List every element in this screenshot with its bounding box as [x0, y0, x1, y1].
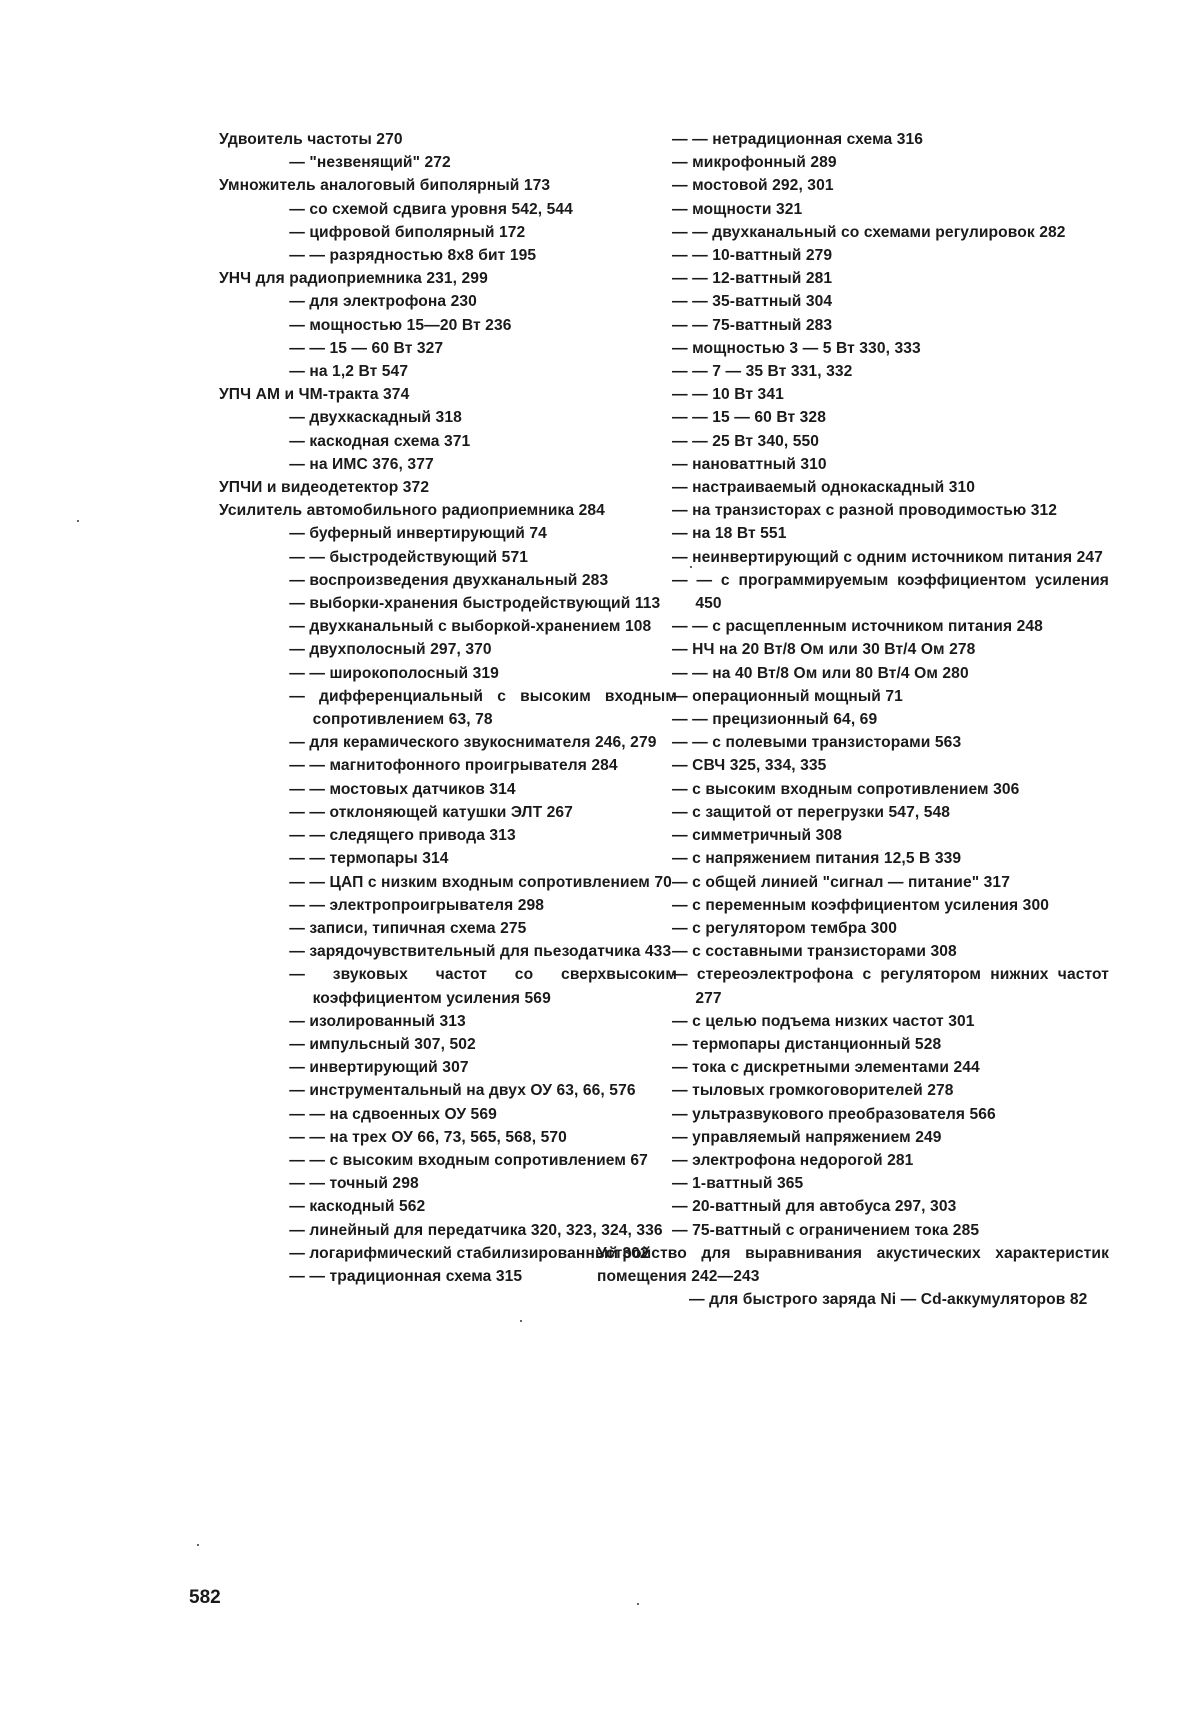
index-entry-sub: — тока с дискретными элементами 244	[672, 1059, 980, 1077]
index-entry-sub: — — 35-ваттный 304	[672, 293, 833, 311]
index-entry-sub: — — ЦАП с низким входным сопротивлением 70	[289, 873, 672, 891]
index-entry-main: Устройство для выравнивания акустических характеристик помещения 242—243	[597, 1244, 1109, 1285]
index-column-right	[597, 128, 1109, 1311]
index-entry-sub: — с составными транзисторами 308	[672, 943, 957, 961]
index-entry-sub: — на транзисторах с разной проводимостью 312	[672, 502, 1058, 520]
index-entry-sub: — — 75-ваттный 283	[672, 316, 833, 334]
index-entry-sub: — инвертирующий 307	[289, 1059, 469, 1077]
index-entry-main: Удвоитель частоты 270	[219, 131, 403, 148]
index-entry-sub: — "незвенящий" 272	[289, 154, 451, 172]
index-entry-sub: — звуковых частот со сверхвысоким коэффициентом усиления 569	[289, 966, 677, 1007]
index-entry-sub: — — разрядностью 8x8 бит 195	[289, 247, 537, 265]
index-entry-sub: — управляемый напряжением 249	[672, 1128, 942, 1146]
index-entry-sub: — с защитой от перегрузки 547, 548	[672, 803, 951, 821]
index-entry-sub: — — на трех ОУ 66, 73, 565, 568, 570	[289, 1128, 567, 1146]
index-entry-sub: — — на 40 Вт/8 Ом или 80 Вт/4 Ом 280	[672, 664, 969, 682]
index-entry-sub: — — с программируемым коэффициентом усиления 450	[672, 571, 1109, 613]
index-entry-sub: — зарядочувствительный для пьезодатчика 433	[289, 943, 672, 961]
index-entry-sub: — — 25 Вт 340, 550	[672, 432, 820, 450]
index-entry-sub: — — точный 298	[289, 1175, 419, 1193]
index-entry-sub: — линейный для передатчика 320, 323, 324, 336	[289, 1221, 663, 1239]
index-entry-sub: — с напряжением питания 12,5 В 339	[672, 850, 962, 868]
page-number: 582	[189, 1587, 221, 1608]
index-entry-sub: — двухканальный с выборкой-хранением 108	[289, 618, 652, 636]
index-entry-sub: — каскодный 562	[289, 1198, 426, 1216]
index-entry-sub: — мощностью 15—20 Вт 236	[289, 316, 512, 334]
index-entry-sub: — инструментальный на двух ОУ 63, 66, 576	[289, 1082, 636, 1100]
index-entry-sub: — с переменным коэффициентом усиления 300	[672, 896, 1050, 914]
index-entry-sub: — — широкополосный 319	[289, 664, 499, 682]
index-entry-sub: — электрофона недорогой 281	[672, 1151, 914, 1169]
index-entry-sub: — — на сдвоенных ОУ 569	[289, 1105, 497, 1123]
index-entry-sub: — — 15 — 60 Вт 327	[289, 339, 444, 357]
index-entry-sub: — операционный мощный 71	[672, 687, 903, 705]
index-entry-sub: — — 10 Вт 341	[672, 386, 784, 404]
index-entry-sub: — термопары дистанционный 528	[672, 1035, 942, 1053]
index-entry-sub: — двухполосный 297, 370	[289, 641, 492, 659]
index-entry-sub: — — 15 — 60 Вт 328	[672, 409, 826, 427]
index-entry-sub: — неинвертирующий с одним источником питания 247	[672, 548, 1103, 566]
index-entry-sub: — выборки-хранения быстродействующий 113	[289, 595, 661, 613]
index-entry-sub: — — нетрадиционная схема 316	[672, 131, 924, 148]
index-entry-main: Умножитель аналоговый биполярный 173	[219, 177, 551, 195]
index-entry-sub: — ультразвукового преобразователя 566	[672, 1105, 996, 1123]
index-entry-main: Усилитель автомобильного радиоприемника 284	[219, 502, 605, 520]
index-entry-sub: — — отклоняющей катушки ЭЛТ 267	[289, 803, 573, 821]
index-entry-sub: — — термопары 314	[289, 850, 449, 868]
index-entry-sub: — изолированный 313	[289, 1012, 466, 1030]
index-entry-sub: — СВЧ 325, 334, 335	[672, 757, 827, 775]
scan-speck	[520, 1320, 522, 1322]
index-entry-sub: — — прецизионный 64, 69	[672, 711, 878, 729]
index-entry-sub: — — электропроигрывателя 298	[289, 896, 545, 914]
index-entry-sub: — стереоэлектрофона с регулятором нижних частот 277	[672, 966, 1109, 1007]
index-entry-sub: — с общей линией "сигнал — питание" 317	[672, 873, 1010, 891]
index-entry-main: УНЧ для радиоприемника 231, 299	[219, 270, 488, 288]
index-entry-sub: — на 1,2 Вт 547	[289, 363, 409, 381]
scan-speck	[690, 566, 692, 568]
index-entry-sub: — настраиваемый однокаскадный 310	[672, 479, 976, 497]
index-entry-sub: — буферный инвертирующий 74	[289, 525, 547, 543]
index-entry-sub: — — быстродействующий 571	[289, 548, 528, 566]
index-entry-sub: — 75-ваттный с ограничением тока 285	[672, 1221, 980, 1239]
index-entry-sub: — мощности 321	[672, 200, 803, 218]
index-column-left	[219, 128, 677, 1288]
index-entry-sub: — с целью подъема низких частот 301	[672, 1012, 975, 1030]
index-entry-sub: — импульсный 307, 502	[289, 1035, 476, 1053]
index-entry-sub: — — 12-ваттный 281	[672, 270, 833, 288]
index-entry-sub: — мощностью 3 — 5 Вт 330, 333	[672, 339, 921, 357]
index-entry-sub: — цифровой биполярный 172	[289, 223, 526, 241]
index-entry-sub: — с регулятором тембра 300	[672, 919, 897, 937]
index-entry-sub: — каскодная схема 371	[289, 432, 471, 450]
index-entry-sub: — для быстрого заряда Ni — Cd-аккумуляторов 82	[689, 1291, 1088, 1309]
index-entry-sub: — микрофонный 289	[672, 154, 837, 172]
index-entry-sub: — — с полевыми транзисторами 563	[672, 734, 962, 752]
index-entry-main: УПЧ АМ и ЧМ-тракта 374	[219, 386, 410, 404]
index-entry-sub: — — с расщепленным источником питания 248	[672, 618, 1043, 636]
index-entry-sub: — на 18 Вт 551	[672, 525, 787, 543]
index-entry-sub: — на ИМС 376, 377	[289, 455, 434, 473]
index-entry-sub: — мостовой 292, 301	[672, 177, 834, 195]
index-entry-sub: — — 10-ваттный 279	[672, 247, 833, 265]
scan-speck	[77, 520, 79, 522]
index-entry-sub: — — мостовых датчиков 314	[289, 780, 516, 798]
index-entry-sub: — записи, типичная схема 275	[289, 919, 527, 937]
index-entry-sub: — — традиционная схема 315	[289, 1267, 523, 1285]
index-entry-sub: — 1-ваттный 365	[672, 1175, 804, 1193]
index-entry-sub: — тыловых громкоговорителей 278	[672, 1082, 954, 1100]
index-entry-sub: — 20-ваттный для автобуса 297, 303	[672, 1198, 957, 1216]
index-entry-sub: — для электрофона 230	[289, 293, 477, 311]
index-entry-sub: — нановаттный 310	[672, 455, 827, 473]
index-entry-sub: — с высоким входным сопротивлением 306	[672, 780, 1020, 798]
scan-speck	[637, 1603, 639, 1605]
index-entry-sub: — НЧ на 20 Вт/8 Ом или 30 Вт/4 Ом 278	[672, 641, 976, 659]
index-entry-sub: — логарифмический стабилизированный 302	[289, 1244, 649, 1262]
index-entry-sub: — со схемой сдвига уровня 542, 544	[289, 200, 573, 218]
index-entry-sub: — дифференциальный с высоким входным сопротивлением 63, 78	[289, 687, 677, 729]
scan-speck	[197, 1544, 199, 1546]
index-entry-sub: — симметричный 308	[672, 827, 842, 845]
index-entry-sub: — — следящего привода 313	[289, 827, 516, 845]
index-entry-sub: — для керамического звукоснимателя 246, 279	[289, 734, 657, 752]
index-entry-sub: — — двухканальный со схемами регулировок 282	[672, 223, 1066, 241]
index-entry-sub: — — магнитофонного проигрывателя 284	[289, 757, 618, 775]
index-entry-sub: — — с высоким входным сопротивлением 67	[289, 1151, 648, 1169]
index-entry-sub: — двухкаскадный 318	[289, 409, 462, 427]
index-entry-main: УПЧИ и видеодетектор 372	[219, 479, 430, 497]
index-entry-sub: — воспроизведения двухканальный 283	[289, 571, 609, 589]
index-entry-sub: — — 7 — 35 Вт 331, 332	[672, 363, 853, 381]
